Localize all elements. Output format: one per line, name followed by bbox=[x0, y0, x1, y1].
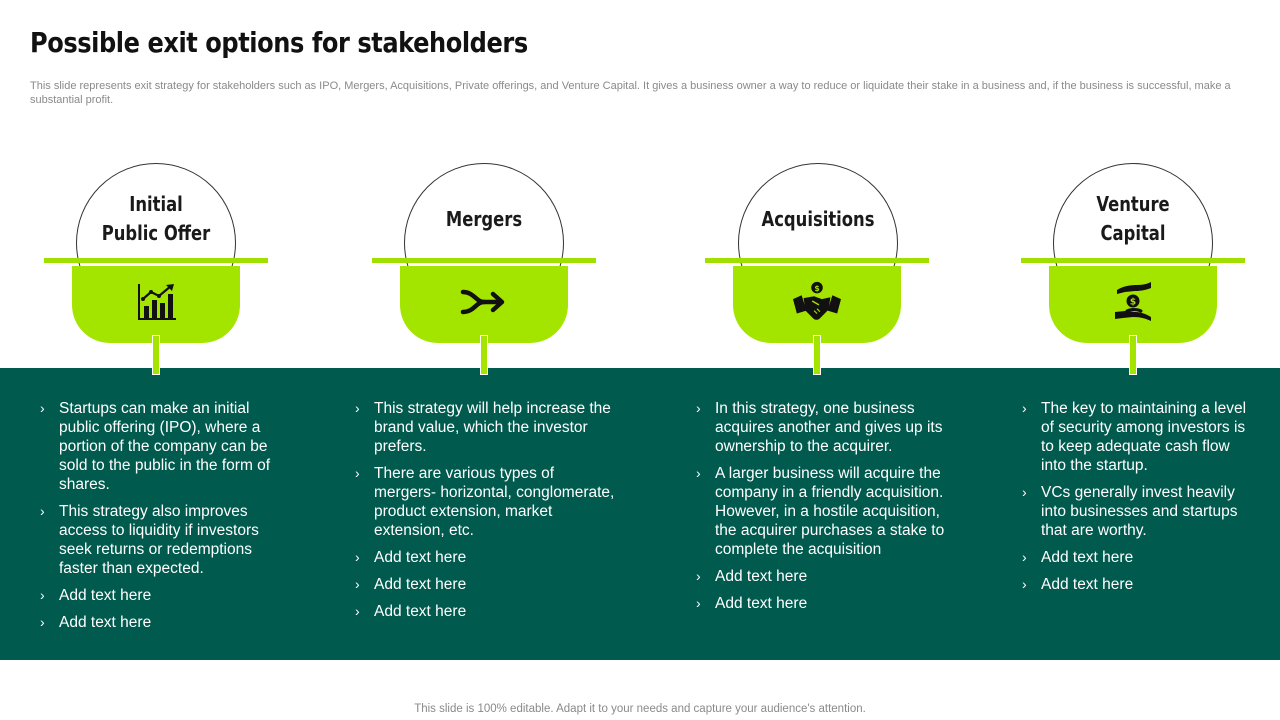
chevron-right-icon: › bbox=[696, 400, 701, 416]
list-item: › VCs generally invest heavily into businesses and startups that are worthy. bbox=[1022, 484, 1238, 539]
chevron-right-icon: › bbox=[1022, 484, 1027, 500]
list-item: › The key to maintaining a level of security among investors is to keep adequate cash flow into the startup. bbox=[1022, 400, 1247, 474]
page-subtitle: This slide represents exit strategy for stakeholders such as IPO, Mergers, Acquisitions, Private offerings, and Venture Capital. It gives a business owner a way to reduce or liquidate their stake in a business and, if the business is successful, make a substantial profit. bbox=[30, 80, 1231, 106]
list-item: › Startups can make an initial public offering (IPO), where a portion of the company can be sold to the public in the form of shares. bbox=[40, 400, 271, 493]
chevron-right-icon: › bbox=[1022, 549, 1027, 565]
list-item: › Add text here bbox=[696, 568, 808, 585]
chevron-right-icon: › bbox=[1022, 400, 1027, 416]
list-item: › This strategy also improves access to liquidity if investors seek returns or redemptions faster than expected. bbox=[40, 503, 259, 577]
list-item: › Add text here bbox=[355, 576, 467, 593]
bullet-list bbox=[696, 399, 946, 621]
list-item: › This strategy will help increase the brand value, which the investor prefers. bbox=[355, 400, 611, 455]
connector-stem bbox=[1129, 335, 1137, 375]
list-item: › Add text here bbox=[40, 587, 152, 604]
chevron-right-icon: › bbox=[355, 576, 360, 592]
chevron-right-icon: › bbox=[40, 503, 45, 519]
chevron-right-icon: › bbox=[40, 400, 45, 416]
bar-chart-growth-icon bbox=[132, 280, 180, 324]
chevron-right-icon: › bbox=[40, 614, 45, 630]
divider-line bbox=[705, 258, 929, 263]
connector-stem bbox=[152, 335, 160, 375]
chevron-right-icon: › bbox=[355, 465, 360, 481]
list-item: › In this strategy, one business acquires another and gives up its ownership to the acquirer. bbox=[696, 400, 943, 455]
list-item: › Add text here bbox=[1022, 549, 1134, 566]
list-item: › There are various types of mergers- horizontal, conglomerate, product extension, market extension, etc. bbox=[355, 465, 615, 539]
list-item: › Add text here bbox=[40, 614, 152, 631]
chevron-right-icon: › bbox=[40, 587, 45, 603]
connector-stem bbox=[480, 335, 488, 375]
bullet-list bbox=[355, 399, 620, 629]
divider-line bbox=[1021, 258, 1245, 263]
chevron-right-icon: › bbox=[696, 568, 701, 584]
merge-arrow-icon bbox=[460, 280, 508, 324]
option-title: Mergers bbox=[445, 206, 523, 231]
handshake-dollar-icon bbox=[793, 280, 841, 324]
chevron-right-icon: › bbox=[696, 595, 701, 611]
chevron-right-icon: › bbox=[355, 603, 360, 619]
hands-coin-icon bbox=[1109, 280, 1157, 324]
bullet-list bbox=[40, 399, 280, 640]
svg-text:$: $ bbox=[814, 283, 820, 293]
list-item: › A larger business will acquire the company in a friendly acquisition. However, in a hostile acquisition, the acquirer purchases a stake to complete the acquisition bbox=[696, 465, 945, 558]
option-title: Venture Capital bbox=[1096, 192, 1170, 245]
list-item: › Add text here bbox=[355, 603, 467, 620]
svg-text:$: $ bbox=[1129, 297, 1137, 308]
chevron-right-icon: › bbox=[696, 465, 701, 481]
list-item: › Add text here bbox=[355, 549, 467, 566]
list-item: › Add text here bbox=[696, 595, 808, 612]
divider-line bbox=[44, 258, 268, 263]
chevron-right-icon: › bbox=[355, 400, 360, 416]
chevron-right-icon: › bbox=[355, 549, 360, 565]
list-item: › Add text here bbox=[1022, 576, 1134, 593]
chevron-right-icon: › bbox=[1022, 576, 1027, 592]
divider-line bbox=[372, 258, 596, 263]
bullet-list bbox=[1022, 399, 1254, 602]
option-title: Acquisitions bbox=[761, 206, 875, 231]
page-title: Possible exit options for stakeholders bbox=[30, 26, 528, 59]
footer-note: This slide is 100% editable. Adapt it to your needs and capture your audience's attention. bbox=[414, 703, 866, 715]
option-title: Initial Public Offer bbox=[101, 192, 211, 245]
connector-stem bbox=[813, 335, 821, 375]
